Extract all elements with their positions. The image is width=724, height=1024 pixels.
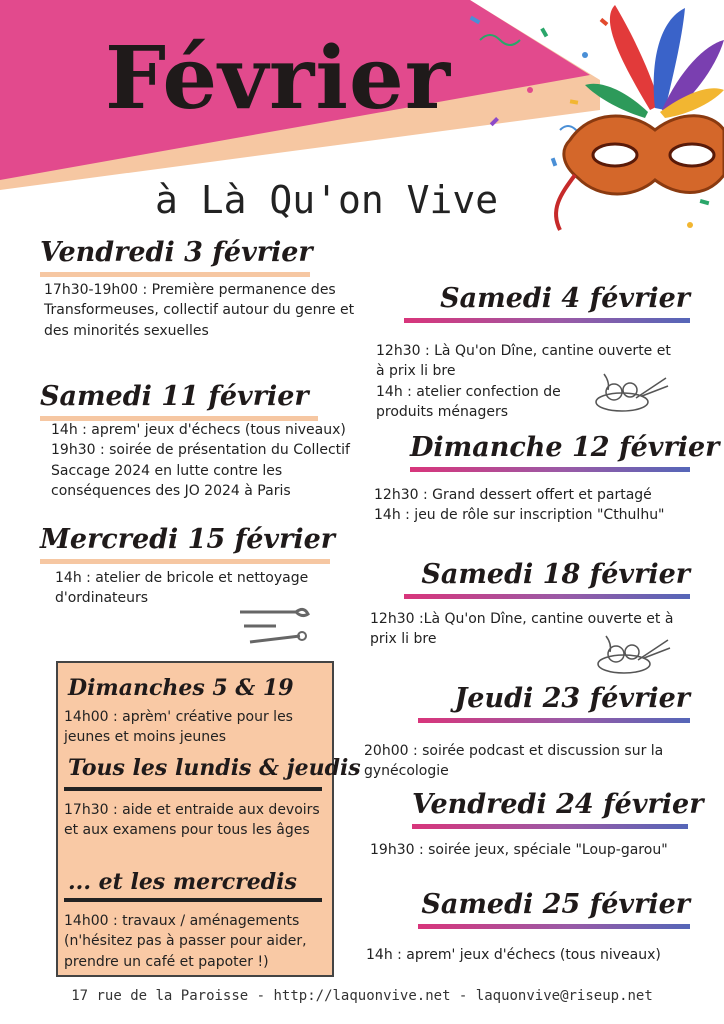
carnival-mask-icon xyxy=(450,0,724,240)
box-text-mercredis: 14h00 : travaux / aménagements (n'hésitez pas à passer pour aider, prendre un café et papoter !) xyxy=(64,913,307,970)
event-line: 12h30 : Là Qu'on Dîne, cantine ouverte et à prix li bre xyxy=(376,343,671,380)
event-underline xyxy=(418,924,690,929)
box-text-dimanches: 14h00 : aprèm' créative pour les jeunes et moins jeunes xyxy=(64,709,293,746)
event-line: 14h : jeu de rôle sur inscription "Cthulhu" xyxy=(374,507,665,524)
event-description: 17h30-19h00 : Première permanence des Transformeuses, collectif autour du genre et des minorités sexuelles xyxy=(44,282,355,339)
event-underline xyxy=(412,824,688,829)
box-divider xyxy=(64,898,322,902)
box-heading-dimanches: Dimanches 5 & 19 xyxy=(68,675,294,701)
event-line: 12h30 : Grand dessert offert et partagé xyxy=(374,487,652,503)
event-description: 14h : aprem' jeux d'échecs (tous niveaux) xyxy=(366,947,661,963)
vegetables-icon xyxy=(592,368,670,416)
event-underline xyxy=(418,718,690,723)
box-heading-mercredis: ... et les mercredis xyxy=(68,869,297,895)
event-underline xyxy=(404,594,690,599)
recurring-events-box xyxy=(56,661,361,977)
event-date: Samedi 4 février xyxy=(440,283,690,314)
event-description: 14h : atelier de bricole et nettoyage d'ordinateurs xyxy=(55,570,309,607)
event-dimanche-12 xyxy=(410,432,720,472)
event-date: Samedi 11 février xyxy=(40,381,309,412)
event-vendredi-3 xyxy=(40,237,313,277)
event-description: 19h30 : soirée jeux, spéciale "Loup-garou" xyxy=(370,842,668,858)
box-heading-lundis-jeudis: Tous les lundis & jeudis xyxy=(68,755,361,781)
box-divider xyxy=(64,787,322,791)
event-samedi-18 xyxy=(404,560,690,599)
event-samedi-4 xyxy=(404,284,690,323)
tools-icon xyxy=(236,600,310,652)
event-samedi-25 xyxy=(418,890,690,929)
page-subtitle: à Là Qu'on Vive xyxy=(155,178,499,222)
vegetables-icon xyxy=(594,630,672,678)
event-vendredi-24 xyxy=(412,789,704,829)
event-description xyxy=(51,420,371,501)
event-mercredi-15 xyxy=(40,524,336,564)
box-text-lundis-jeudis: 17h30 : aide et entraide aux devoirs et aux examens pour tous les âges xyxy=(64,802,320,839)
event-date: Vendredi 24 février xyxy=(412,789,704,820)
event-underline xyxy=(404,318,690,323)
mask-eye-right xyxy=(670,144,714,166)
event-date: Samedi 18 février xyxy=(421,559,690,590)
event-date: Vendredi 3 février xyxy=(40,237,313,268)
event-date: Mercredi 15 février xyxy=(40,524,336,555)
event-underline xyxy=(410,467,690,472)
footer-contact: 17 rue de la Paroisse - http://laquonvive.net - laquonvive@riseup.net xyxy=(71,988,653,1004)
mask-eye-left xyxy=(593,144,637,166)
event-jeudi-23 xyxy=(418,684,690,723)
event-underline xyxy=(40,272,310,277)
event-description: 20h00 : soirée podcast et discussion sur la gynécologie xyxy=(364,743,664,780)
event-line: 14h : aprem' jeux d'échecs (tous niveaux) xyxy=(51,422,346,438)
page-title: Février xyxy=(105,28,452,129)
event-date: Samedi 25 février xyxy=(421,889,690,920)
event-date: Jeudi 23 février xyxy=(454,683,690,714)
event-date: Dimanche 12 février xyxy=(410,432,720,463)
event-description: 12h30 :Là Qu'on Dîne, cantine ouverte et à prix li bre xyxy=(370,611,674,648)
event-underline xyxy=(40,559,330,564)
event-description xyxy=(374,485,694,526)
event-line: 14h : atelier confection de produits ménagers xyxy=(376,383,561,420)
event-line: 19h30 : soirée de présentation du Collectif Saccage 2024 en lutte contre les conséquences des JO 2024 à Paris xyxy=(51,442,350,499)
event-samedi-11 xyxy=(40,382,318,421)
